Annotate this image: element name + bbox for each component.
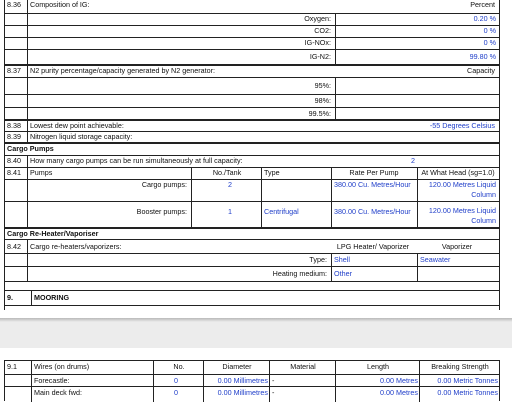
item-label: Nitrogen liquid storage capacity: [30, 132, 133, 141]
table-row [5, 253, 499, 267]
row-label: 95%: [314, 81, 331, 90]
table-row [5, 49, 499, 65]
pump-head-unit: Column [471, 190, 496, 199]
column-header: Material [290, 362, 316, 371]
table-row [5, 179, 499, 202]
wire-strength: 0.00 Metric Tonnes [437, 376, 498, 385]
table-row [5, 266, 499, 282]
row-label: Type: [309, 255, 327, 264]
item-label: N2 purity percentage/capacity generated by N2 generator: [30, 66, 215, 75]
column-header: Percent [470, 0, 495, 9]
row-value: 99.80 % [469, 52, 496, 61]
pump-rate: 380.00 Cu. Metres/Hour [334, 207, 411, 216]
row-label: IG-N2: [309, 52, 331, 61]
item-number: 8.39 [7, 132, 21, 141]
cargo-section-sheet [4, 0, 500, 310]
column-header: Capacity [467, 66, 495, 75]
item-label: How many cargo pumps can be run simultaneously at full capacity: [30, 156, 243, 165]
column-header: No. [173, 362, 185, 371]
table-row [5, 201, 499, 228]
heating-medium: Other [334, 269, 352, 278]
row-value: 0 % [483, 38, 496, 47]
row-label: Oxygen: [304, 14, 331, 23]
pump-rate: 380.00 Cu. Metres/Hour [334, 180, 411, 189]
item-number: 8.41 [7, 168, 21, 177]
row-8-36 [5, 0, 499, 13]
row-label: CO2: [314, 26, 331, 35]
row-label: 99.5%: [308, 109, 331, 118]
row-label: Cargo pumps: [141, 180, 187, 189]
wire-length: 0.00 Metres [380, 376, 418, 385]
wire-strength: 0.00 Metric Tonnes [437, 388, 498, 397]
item-number: 8.40 [7, 156, 21, 165]
row-label: IG-NOx: [304, 38, 331, 47]
item-value: -55 Degrees Celsius [429, 121, 495, 130]
section-heading-mooring [5, 290, 499, 306]
wire-material: - [272, 376, 275, 385]
row-label: Booster pumps: [136, 207, 187, 216]
pump-head-unit: Column [471, 216, 496, 225]
vaporizer-type: Seawater [420, 255, 451, 264]
row-label: Heating medium: [272, 269, 327, 278]
row-value: 0 % [483, 26, 496, 35]
row-8-42 [5, 239, 499, 254]
section-title: MOORING [34, 293, 70, 302]
wire-count: 0 [174, 388, 178, 397]
pump-count: 2 [228, 180, 232, 189]
item-number: 8.38 [7, 121, 21, 130]
item-label: Wires (on drums) [34, 362, 90, 371]
table-row [5, 94, 499, 108]
row-label: Main deck fwd: [34, 388, 82, 397]
wire-diameter: 0.00 Millimetres [217, 388, 268, 397]
page-shadow [0, 318, 512, 322]
column-header: Breaking Strength [431, 362, 489, 371]
pump-head: 120.00 Metres Liquid [428, 180, 496, 189]
item-number: 9.1 [7, 362, 17, 371]
item-number: 8.36 [7, 0, 21, 9]
pump-type: Centrifugal [264, 207, 299, 216]
column-header: Rate Per Pump [349, 168, 399, 177]
item-number: 9. [7, 293, 13, 302]
column-header: At What Head (sg=1.0) [421, 168, 495, 177]
item-label: Composition of IG: [30, 0, 90, 9]
item-number: 8.42 [7, 242, 21, 251]
row-9-1 [5, 361, 499, 374]
page-break [0, 318, 512, 348]
wire-diameter: 0.00 Millimetres [217, 376, 268, 385]
column-header: Length [367, 362, 389, 371]
column-header: Vaporizer [441, 242, 473, 251]
column-header: No./Tank [212, 168, 242, 177]
column-header: Type [264, 168, 280, 177]
column-header: LPG Heater/ Vaporizer [336, 242, 410, 251]
row-label: Forecastle: [34, 376, 70, 385]
pump-head: 120.00 Metres Liquid [428, 206, 496, 215]
item-label: Pumps [30, 168, 53, 177]
item-label: Cargo re-heaters/vaporizers: [30, 242, 122, 251]
wire-length: 0.00 Metres [380, 388, 418, 397]
wire-count: 0 [174, 376, 178, 385]
wire-material: - [272, 388, 275, 397]
pump-count: 1 [228, 207, 232, 216]
item-number: 8.37 [7, 66, 21, 75]
heater-type: Shell [334, 255, 350, 264]
table-row [5, 77, 499, 95]
row-value: 0.20 % [473, 14, 496, 23]
row-label: 98%: [314, 96, 331, 105]
section-title: Cargo Re-Heater/Vaporiser [7, 229, 99, 238]
column-header: Diameter [222, 362, 252, 371]
section-title: Cargo Pumps [7, 144, 54, 153]
item-value: 2 [411, 156, 415, 165]
mooring-section-sheet [4, 360, 500, 401]
item-label: Lowest dew point achievable: [30, 121, 124, 130]
